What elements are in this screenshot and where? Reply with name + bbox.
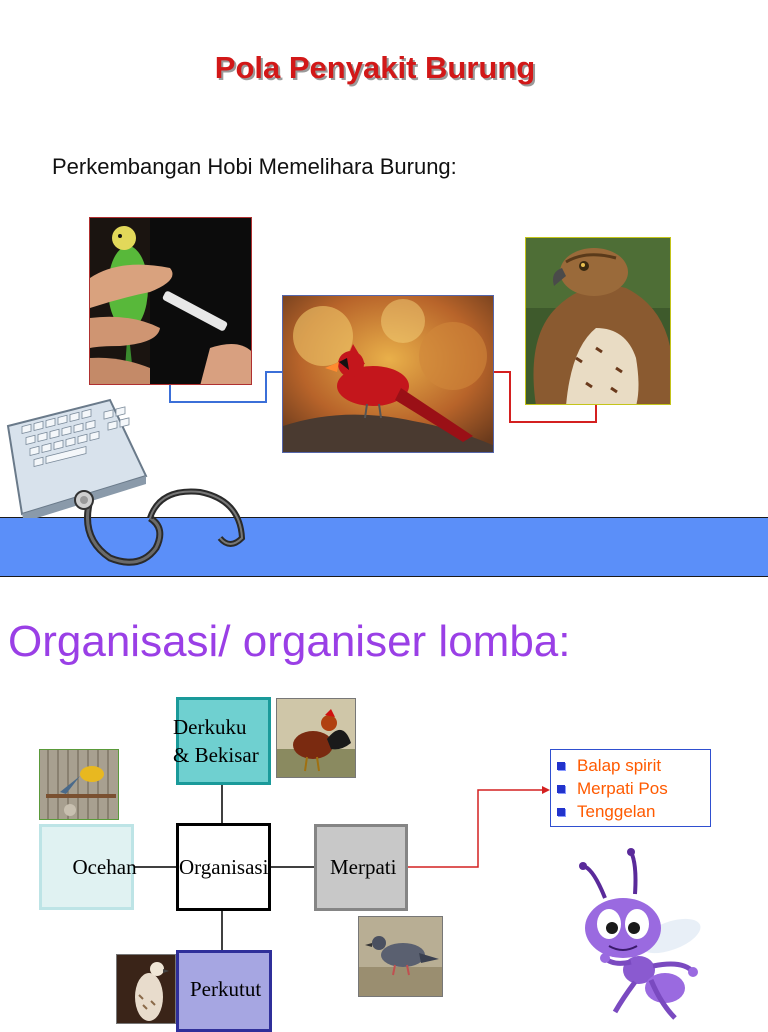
- diagram-top-label: Derkuku & Bekisar: [173, 715, 259, 767]
- slide-subtitle: Perkembangan Hobi Memelihara Burung:: [52, 154, 457, 179]
- diagram-bottom-box: [176, 950, 272, 1032]
- diagram-center-label: Organisasi: [179, 854, 269, 879]
- diagram-left-box: [39, 824, 137, 910]
- budgerigar-photo: [89, 217, 252, 385]
- bullet-icon: [557, 808, 565, 816]
- dove-photo: [116, 954, 176, 1024]
- diagram-center-box: [176, 823, 271, 911]
- pigeon-photo: [358, 916, 443, 997]
- list-item: [557, 754, 704, 777]
- cardinal-photo: [282, 295, 494, 453]
- diagram-top-box: [173, 697, 271, 785]
- diagram-bottom-label: Perkutut: [190, 976, 262, 1001]
- cage-bird-photo: [39, 749, 119, 820]
- ant-character-icon: [565, 848, 715, 1024]
- diagram-left-label: Ocehan: [72, 854, 137, 879]
- diagram-right-label: Merpati: [330, 855, 397, 879]
- bullet-icon: [557, 762, 565, 770]
- merpati-list: [550, 749, 711, 827]
- merpati-arrow: [407, 790, 544, 867]
- slide-title-2: Organisasi/ organiser lomba:: [8, 617, 571, 666]
- list-item-label: Tenggelan: [577, 801, 656, 821]
- rooster-photo: [276, 698, 356, 778]
- list-item: [557, 800, 704, 823]
- slide-title: Pola Penyakit Burung: [214, 50, 536, 85]
- diagram-right-box: [314, 824, 408, 911]
- hawk-photo: [525, 237, 671, 405]
- list-item-label: Balap spirit: [577, 755, 662, 775]
- stethoscope-icon: [70, 478, 250, 570]
- list-item: [557, 777, 704, 800]
- bullet-icon: [557, 785, 565, 793]
- list-item-label: Merpati Pos: [577, 778, 668, 798]
